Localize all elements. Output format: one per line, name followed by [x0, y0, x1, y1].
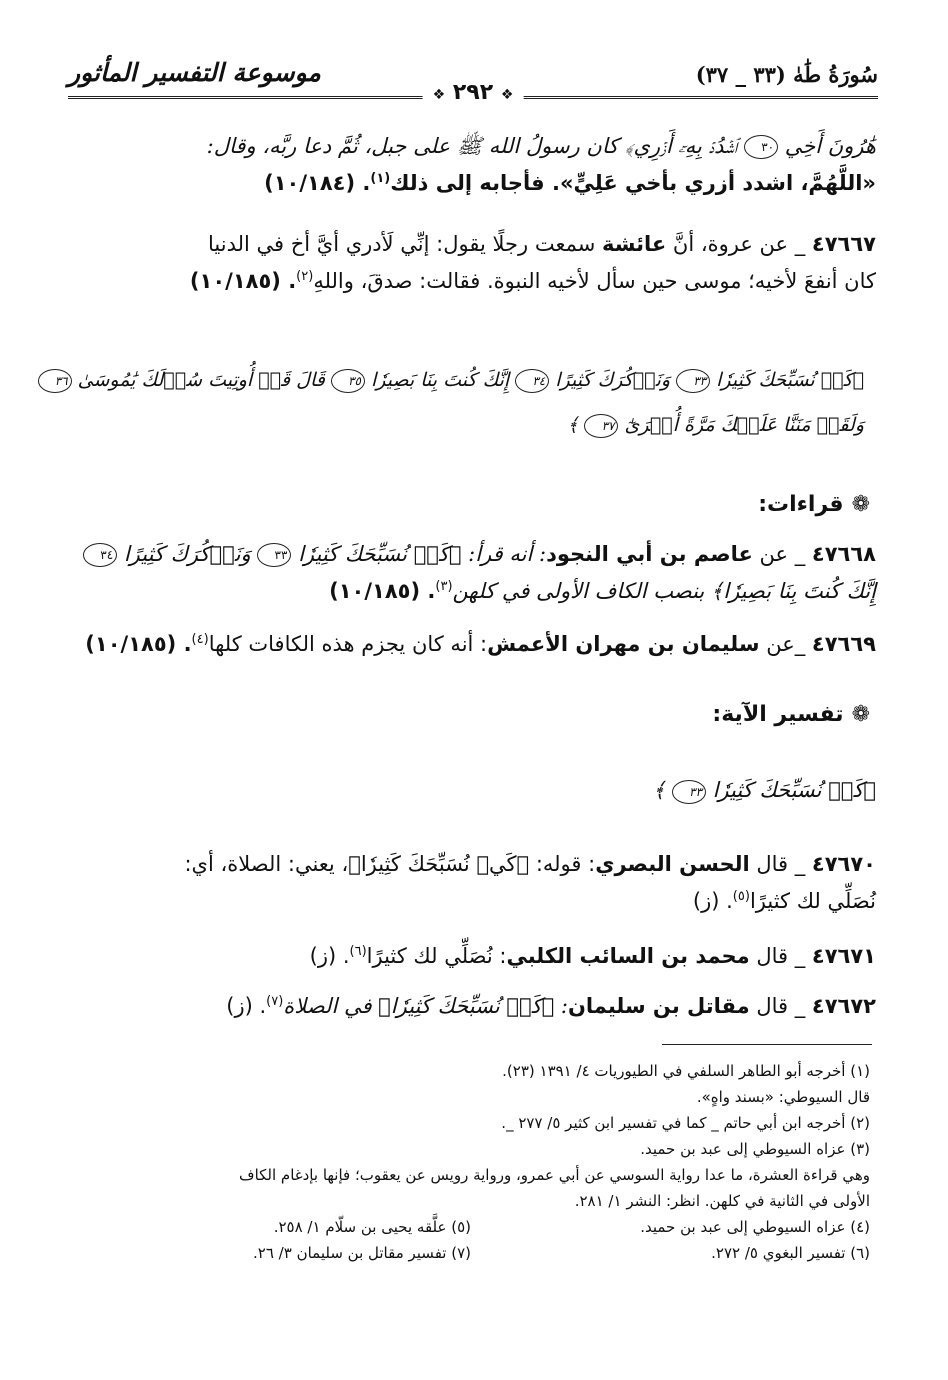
quran-text: هَٰرُونَ أَخِي: [784, 134, 876, 158]
footnote-5: (٥) علَّقه يحيى بن سلّام ١/ ٢٥٨.: [273, 1218, 471, 1236]
footnote-3-note: الأولى في الثانية في كلهن. انظر: النشر ١/ ٢٨١.: [574, 1192, 870, 1210]
report-47667: [72, 226, 876, 300]
text-line: [72, 165, 876, 202]
paragraph-continuation: [72, 128, 876, 202]
volume-page-ref: . (١٠/١٨٥): [85, 632, 192, 656]
ornament-icon: ❖: [432, 87, 446, 103]
body-text: نُصَلِّي لك كثيرًا: [749, 889, 876, 913]
source-code: . (ز): [309, 944, 350, 968]
narrator-name: محمد بن السائب الكلبي: [506, 944, 750, 968]
ornament-icon: ❖: [500, 87, 514, 103]
report-number: ٤٧٦٧١: [811, 944, 876, 968]
report-47668: [72, 536, 876, 610]
quran-text: ٱشۡدُدۡ بِهِۦٓ أَزۡرِي﴾ كان رسولُ الله ﷺ على جبل، ثُمَّ دعا ربَّه، وقال:: [206, 134, 738, 158]
report-47672: [72, 988, 876, 1025]
flower-ornament-icon: ❁: [851, 702, 870, 727]
body-text: كان أنفعَ لأخيه؛ موسى حين سأل لأخيه النبوة. فقالت: صدقَ، واللهِ: [313, 269, 876, 293]
quran-text: وَنَذۡكُرَكَ كَثِيرًا: [555, 369, 671, 391]
footnote-1-note: قال السيوطي: «بسند واهٍ».: [696, 1088, 870, 1106]
narrator-name: عائشة: [601, 232, 667, 256]
quran-text: وَنَذۡكُرَكَ كَثِيرًا: [123, 542, 251, 566]
body-text: _ قال: [749, 994, 812, 1018]
ayah-number-icon: ٣٥: [331, 369, 365, 393]
text-line: [72, 128, 876, 165]
report-number: ٤٧٦٦٩: [811, 632, 876, 656]
ayah-number-icon: ٣٦: [38, 369, 72, 393]
quran-text: ﴾: [567, 414, 579, 436]
quran-text: ﴾: [652, 778, 666, 802]
book-title: موسوعة التفسير المأثور: [68, 58, 321, 87]
footnote-marker[interactable]: (٥): [732, 889, 750, 904]
body-text: _ قال: [749, 944, 812, 968]
quran-text: إِنَّكَ كُنتَ بِنَا بَصِيرٗا: [370, 369, 510, 391]
narrator-name: سليمان بن مهران الأعمش: [487, 632, 760, 656]
heading-label: قراءات:: [758, 492, 844, 517]
footnote-2: (٢) أخرجه ابن أبي حاتم _ كما في تفسير ابن كثير ٥/ ٢٧٧ _.: [501, 1114, 870, 1132]
text-line: [72, 846, 876, 883]
footnote-marker[interactable]: (٤): [191, 632, 209, 647]
source-code: . (ز): [692, 889, 733, 913]
report-number: ٤٧٦٧٢: [811, 994, 876, 1018]
footnote-columns: [72, 1240, 870, 1266]
body-text: : أنه كان يجزم هذه الكافات كلها: [208, 632, 488, 656]
quran-text: : ﴿كَيۡ نُسَبِّحَكَ كَثِيرٗا﴾ في الصلاة: [283, 994, 568, 1018]
text-line: [72, 883, 876, 920]
report-47670: [72, 846, 876, 920]
text-line: [72, 988, 876, 1025]
quran-text: إِنَّكَ كُنتَ بِنَا بَصِيرٗا﴾ بنصب الكاف الأولى في كلهن: [452, 579, 876, 603]
report-number: ٤٧٦٧٠: [811, 852, 876, 876]
report-47669: [72, 626, 876, 663]
report-number: ٤٧٦٦٨: [811, 542, 876, 566]
footnote-marker[interactable]: (١): [370, 171, 391, 186]
quran-text: قَالَ قَدۡ أُوتِيتَ سُؤۡلَكَ يَٰمُوسَىٰ: [77, 369, 325, 391]
surah-reference: سُورَةُ طَٰهٰ (٣٣ _ ٣٧): [695, 62, 878, 87]
footnote-4: (٤) عزاه السيوطي إلى عبد بن حميد.: [640, 1218, 870, 1236]
footnote-marker[interactable]: (٧): [266, 994, 284, 1009]
text-line: [72, 626, 876, 663]
verse-33-block: [72, 772, 876, 809]
ayah-number-icon: ٣٤: [83, 543, 117, 567]
ayah-number-icon: ٣٣: [676, 369, 710, 393]
text-line: [72, 263, 876, 300]
body-text: سمعت رجلًا يقول: إنِّي لَأدري أيَّ أخ في الدنيا: [207, 232, 602, 256]
body-text: _عن: [759, 632, 812, 656]
text-line: [72, 226, 876, 263]
ayah-number-icon: ٣٧: [584, 414, 618, 438]
page-number-text: ٢٩٢: [452, 80, 494, 105]
footnote-marker[interactable]: (٢): [296, 269, 314, 284]
body-text: _ عن: [752, 542, 812, 566]
volume-page-ref: . (١٠/١٨٥): [189, 269, 297, 293]
heading-label: تفسير الآية:: [712, 702, 844, 727]
body-text: _ قال: [749, 852, 812, 876]
report-number: ٤٧٦٦٧: [811, 232, 876, 256]
text-line: [72, 573, 876, 610]
running-header: [68, 58, 878, 118]
narrator-name: عاصم بن أبي النجود: [546, 542, 753, 566]
narrator-name: مقاتل بن سليمان: [567, 994, 750, 1018]
footnotes: [72, 1058, 870, 1266]
footnote-6: (٦) تفسير البغوي ٥/ ٢٧٢.: [711, 1244, 870, 1262]
verse-line: [54, 362, 864, 399]
quran-text: ﴿كَيۡ نُسَبِّحَكَ كَثِيرٗا: [716, 369, 864, 391]
volume-page-ref: . (١٠/١٨٥): [329, 579, 436, 603]
body-text: : قوله: ﴿كَيۡ نُسَبِّحَكَ كَثِيرٗا﴾، يعني: الصلاة، أي:: [184, 852, 596, 876]
section-heading-tafsir: [712, 702, 870, 727]
report-47671: [72, 938, 876, 975]
footnote-columns: [72, 1214, 870, 1240]
body-text: : نُصَلِّي لك كثيرًا: [366, 944, 507, 968]
verse-block: [54, 362, 864, 444]
ayah-number-icon: ٣٤: [515, 369, 549, 393]
footnote-3: (٣) عزاه السيوطي إلى عبد بن حميد.: [640, 1140, 870, 1158]
source-code: . (ز): [226, 994, 267, 1018]
footnote-marker[interactable]: (٦): [349, 944, 367, 959]
text-line: [72, 938, 876, 975]
ayah-number-icon: ٣٣: [257, 543, 291, 567]
footnote-1: (١) أخرجه أبو الطاهر السلفي في الطيوريات ٤/ ١٣٩١ (٢٣).: [502, 1062, 870, 1080]
hadith-text: «اللَّهُمَّ، اشدد أزري بأخي عَلِيٍّ». فأجابه إلى ذلك: [390, 171, 876, 195]
volume-page-ref: . (١٠/١٨٤): [264, 171, 371, 195]
quran-text: ﴿كَيۡ نُسَبِّحَكَ كَثِيرٗا: [712, 778, 876, 802]
footnote-marker[interactable]: (٣): [435, 579, 453, 594]
quran-text: : أنه قرأ: ﴿كَيۡ نُسَبِّحَكَ كَثِيرٗا: [298, 542, 547, 566]
ayah-number-icon: ٣٣: [672, 780, 706, 804]
section-heading-readings: [758, 492, 870, 517]
footnote-3-note: وهي قراءة العشرة، ما عدا رواية السوسي عن أبي عمرو، ورواية رويس عن يعقوب؛ فإنها بإدغام الكاف: [239, 1166, 870, 1184]
body-text: _ عن عروة، أنَّ: [666, 232, 812, 256]
page-number: [423, 80, 524, 105]
text-line: [72, 536, 876, 573]
narrator-name: الحسن البصري: [595, 852, 750, 876]
verse-line: [72, 772, 876, 809]
ayah-number-icon: ٣٠: [744, 135, 778, 159]
footnote-7: (٧) تفسير مقاتل بن سليمان ٣/ ٢٦.: [253, 1244, 471, 1262]
flower-ornament-icon: ❁: [851, 492, 870, 517]
verse-line: [84, 407, 864, 444]
quran-text: وَلَقَدۡ مَنَنَّا عَلَيۡكَ مَرَّةً أُخۡرَىٰٓ: [624, 414, 864, 436]
footnote-separator: [662, 1044, 872, 1045]
